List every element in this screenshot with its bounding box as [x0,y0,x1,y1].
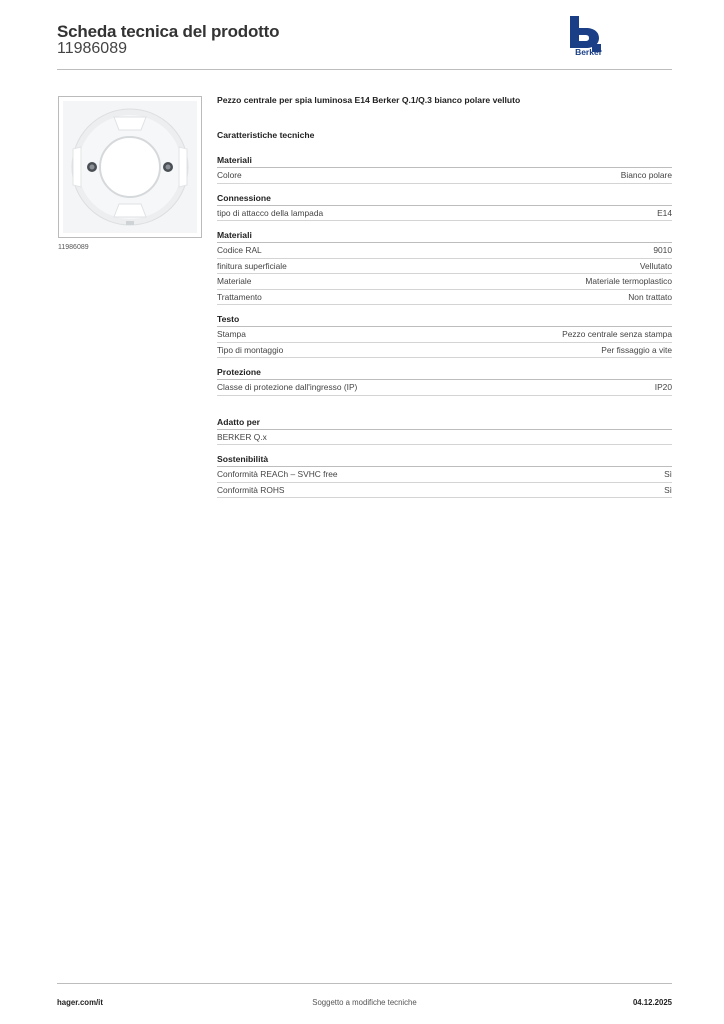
spec-value: IP20 [654,382,672,392]
section-testo [217,314,672,358]
section-heading: Connessione [217,193,672,206]
spec-label: Materiale [217,276,252,286]
spec-label: Tipo di montaggio [217,344,284,355]
section-heading: Materiali [217,155,672,168]
brand-name: Berker [575,47,602,57]
section-adatto-per [217,417,672,446]
spec-row [217,243,672,259]
spec-row [217,467,672,483]
spec-value: Sì [664,484,672,495]
characteristics-title: Caratteristiche tecniche [217,130,315,140]
spec-label: Colore [217,170,242,180]
spec-row [217,259,672,275]
spec-label: BERKER Q.x [217,431,267,442]
product-title: Pezzo centrale per spia luminosa E14 Berker Q.1/Q.3 bianco polare velluto [217,95,521,105]
spec-value: Sì [664,469,672,479]
section-heading: Protezione [217,367,672,380]
spec-row [217,483,672,499]
footer-date: 04.12.2025 [632,998,672,1007]
footer-note: Soggetto a modifiche tecniche [312,998,417,1007]
spec-value: Non trattato [628,291,672,302]
spec-row [217,206,672,222]
section-heading: Testo [217,314,672,327]
spec-label: Codice RAL [217,245,262,255]
spec-value: 9010 [653,245,672,255]
spec-row [217,168,672,184]
spec-content [217,95,672,507]
section-sostenibilita [217,454,672,498]
spec-row [217,380,672,396]
section-materiali [217,155,672,184]
spec-row [217,290,672,306]
section-materiali-2 [217,230,672,305]
spec-label: finitura superficiale [217,260,287,271]
page-title: Scheda tecnica del prodotto [57,22,280,41]
spec-label: tipo di attacco della lampada [217,207,324,218]
footer-website[interactable]: hager.com/it [57,998,103,1007]
spec-value: Vellutato [639,260,672,271]
spec-value: Bianco polare [620,170,672,180]
spec-value: Materiale termoplastico [585,276,672,286]
page-header [57,20,672,70]
image-caption: 11986089 [58,244,89,251]
spec-row [217,343,672,359]
spec-value: Pezzo centrale senza stampa [562,329,672,339]
section-connessione [217,193,672,222]
product-code: 11986089 [57,40,127,57]
section-heading: Sostenibilità [217,454,672,467]
section-heading: Adatto per [217,417,672,430]
spec-label: Conformità REACh – SVHC free [217,469,338,479]
section-protezione [217,367,672,396]
spec-label: Trattamento [217,291,262,302]
spec-label: Classe di protezione dall'ingresso (IP) [217,382,358,392]
spec-row [217,274,672,290]
spec-value: Per fissaggio a vite [601,344,672,355]
product-photo-icon [59,97,201,237]
spec-row [217,430,672,446]
page-footer [57,983,672,1014]
spec-label: Conformità ROHS [217,484,285,495]
section-heading: Materiali [217,230,672,243]
spec-label: Stampa [217,329,246,339]
spec-row [217,327,672,343]
product-image [58,96,202,238]
spec-value: E14 [657,207,672,218]
